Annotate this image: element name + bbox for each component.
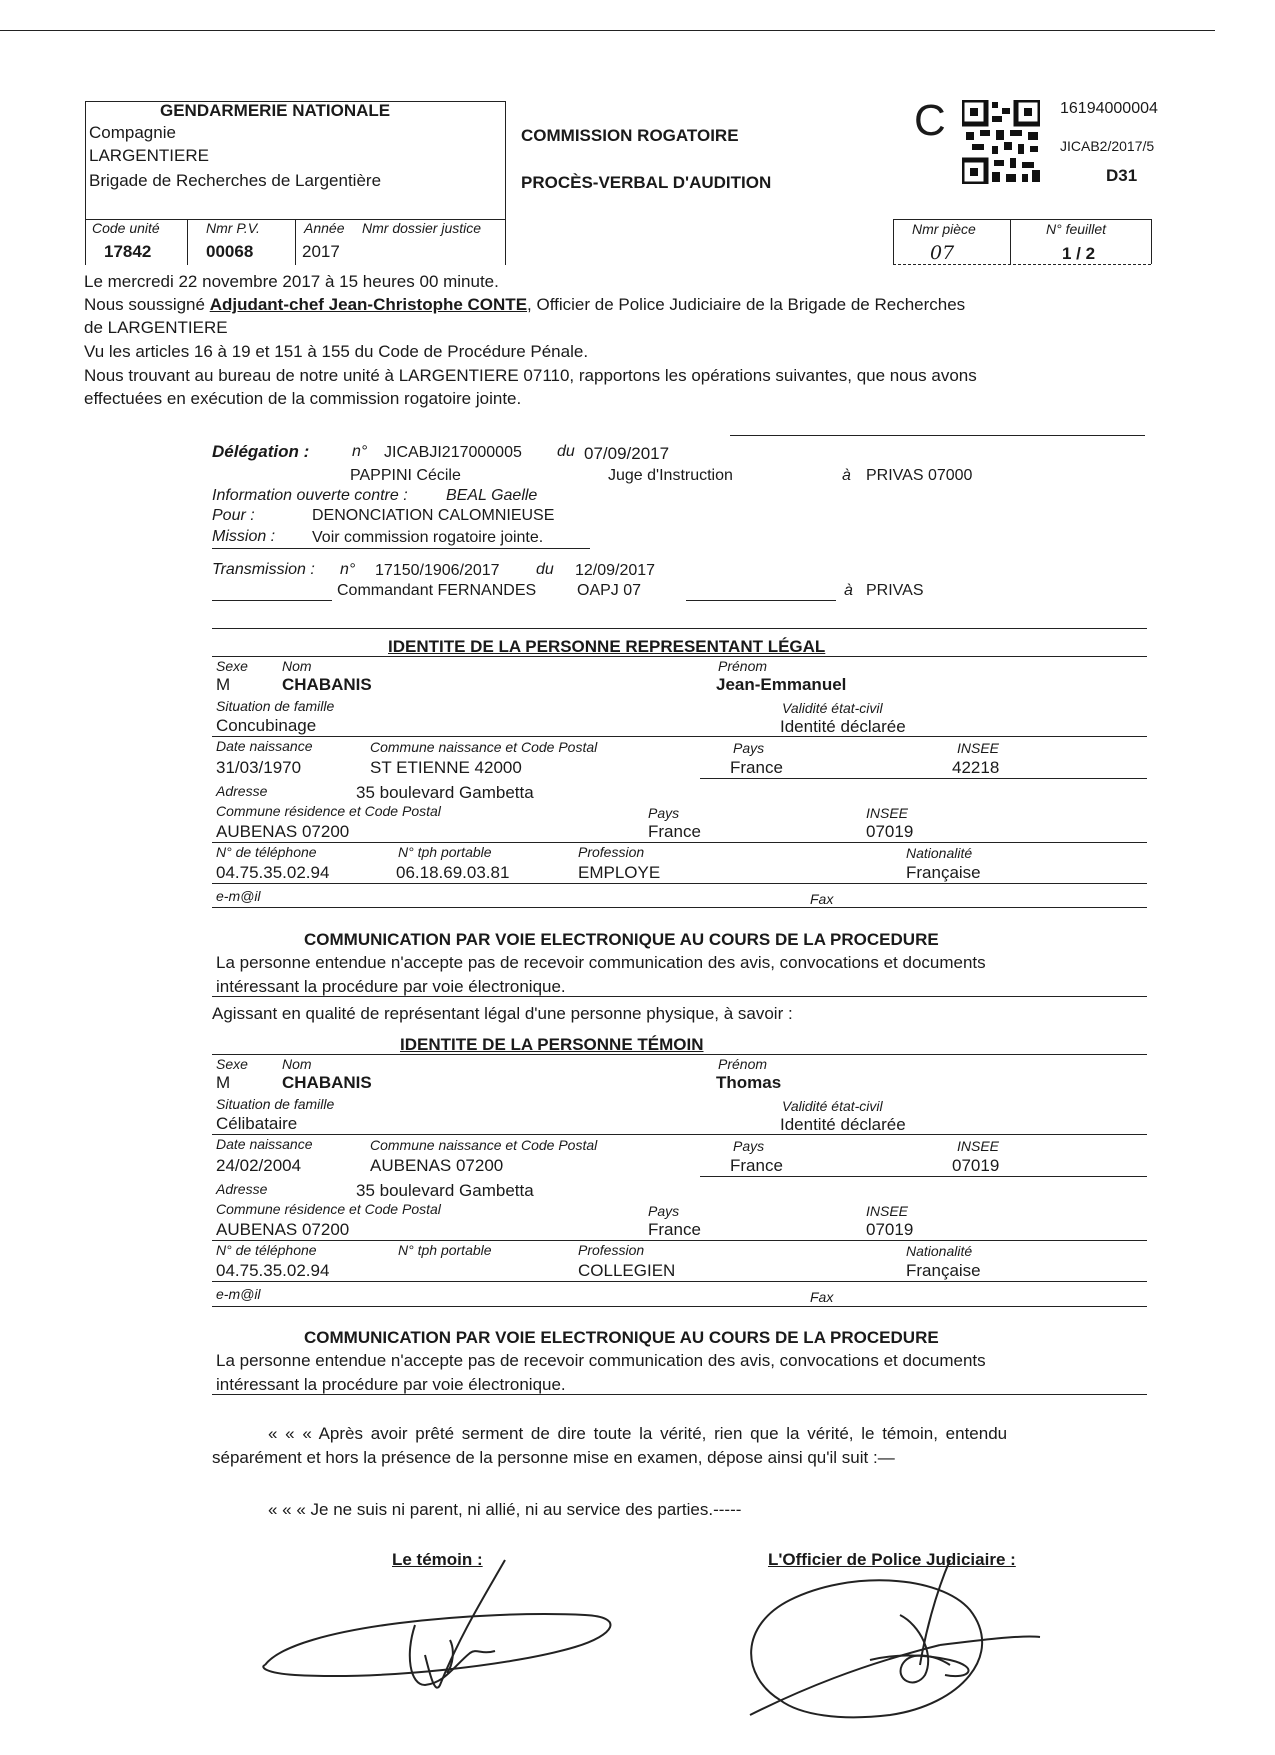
ids-sep-1 [187,219,188,265]
w-birthplace-label: Commune naissance et Code Postal [370,1137,598,1153]
lr-address: 35 boulevard Gambetta [356,783,534,802]
delegation-label: Délégation : [212,442,310,461]
w-nom-label: Nom [282,1056,312,1072]
nmr-pv-label: Nmr P.V. [206,220,260,236]
w-profession-label: Profession [578,1242,645,1258]
w-mobile-label: N° tph portable [398,1242,492,1258]
intro-execution: effectuées en exécution de la commission rogatoire jointe. [84,389,522,408]
info-label: Information ouverte contre : [212,487,408,504]
piece-number: 07 [930,242,955,264]
piece-box-top [893,219,1151,220]
lr-birthplace-label: Commune naissance et Code Postal [370,739,598,755]
w-birth-insee-label: INSEE [957,1138,1000,1154]
delegation-n-label: n° [352,443,368,460]
lr-prenom-label: Prénom [718,658,768,674]
w-rule-1 [212,1134,1147,1135]
header-box-left [85,101,86,265]
delegation-du-label: du [557,443,575,460]
witness-signature [255,1555,635,1705]
lr-prenom: Jean-Emmanuel [716,675,847,694]
lr-rule-2 [700,778,1147,779]
w-validite-label: Validité état-civil [782,1098,883,1114]
w-rule-4 [212,1281,1147,1282]
w-sexe-label: Sexe [216,1056,248,1072]
w-phone: 04.75.35.02.94 [216,1261,330,1280]
judge-a-label: à [842,467,851,484]
lr-birth-insee: 42218 [952,758,1000,777]
intro-officer-line [84,295,965,315]
lr-sexe: M [216,675,231,694]
w-address: 35 boulevard Gambetta [356,1181,534,1200]
lr-sexe-label: Sexe [216,658,248,674]
lr-res-country: France [648,822,701,841]
w-sexe: M [216,1073,231,1092]
legal-rep-rule-top [212,628,1147,629]
w-phone-label: N° de téléphone [216,1242,317,1258]
lr-email-label: e-m@il [216,888,261,904]
lr-residence-label: Commune résidence et Code Postal [216,803,441,819]
lr-birthdate-label: Date naissance [216,738,313,754]
lr-birth-country-label: Pays [733,740,765,756]
info-value: BEAL Gaelle [446,487,538,504]
qr-code-icon [962,100,1040,184]
annee-label: Année [304,220,345,236]
lr-mobile-label: N° tph portable [398,844,492,860]
judge-role: Juge d'Instruction [608,467,733,484]
lr-validite: Identité déclarée [780,717,906,736]
w-nationality-label: Nationalité [906,1243,973,1259]
w-rule-2 [700,1176,1147,1177]
header-box-right [505,101,506,265]
lr-birth-country: France [730,758,783,777]
comm2-title: COMMUNICATION PAR VOIE ELECTRONIQUE AU COURS DE LA PROCEDURE [304,1328,939,1347]
w-situation-label: Situation de famille [216,1096,335,1112]
officer-name: Adjudant-chef Jean-Christophe CONTE [209,295,528,314]
witness-signature-label: Le témoin : [392,1550,483,1569]
company-label: Compagnie [89,123,176,142]
lr-address-label: Adresse [216,783,268,799]
transmission-place: PRIVAS [866,582,924,599]
lr-nationality-label: Nationalité [906,845,973,861]
lr-phone: 04.75.35.02.94 [216,863,330,882]
code-unite-label: Code unité [92,220,160,236]
acting-as: Agissant en qualité de représentant légal d'une personne physique, à savoir : [212,1004,793,1023]
lr-situation-label: Situation de famille [216,698,335,714]
brigade-name: Brigade de Recherches de Largentière [89,171,382,190]
intro-articles: Vu les articles 16 à 19 et 151 à 155 du Code de Procédure Pénale. [84,342,589,361]
piece-box-mid [1010,219,1011,264]
w-res-insee: 07019 [866,1220,914,1239]
org-name: GENDARMERIE NATIONALE [160,101,391,120]
ref-code: JICAB2/2017/5 [1060,138,1155,154]
ref-number: 16194000004 [1060,100,1158,117]
lr-rule-5 [212,907,1147,908]
w-birth-country: France [730,1156,783,1175]
comm1-line1: La personne entendue n'accepte pas de recevoir communication des avis, convocations et documents [216,953,986,972]
intro-date: Le mercredi 22 novembre 2017 à 15 heures 00 minute. [84,272,499,291]
nmr-pv: 00068 [206,242,254,261]
w-birthdate: 24/02/2004 [216,1156,302,1175]
code-unite: 17842 [104,242,152,261]
lr-birthdate: 31/03/1970 [216,758,302,777]
piece-box-left [893,219,894,264]
piece-box-right [1151,219,1152,264]
comm1-title: COMMUNICATION PAR VOIE ELECTRONIQUE AU COURS DE LA PROCEDURE [304,930,939,949]
lr-birth-insee-label: INSEE [957,740,1000,756]
doc-type: COMMISSION ROGATOIRE [521,126,739,145]
ids-sep-2 [295,219,296,265]
mission-value: Voir commission rogatoire jointe. [312,529,544,546]
legal-rep-title: IDENTITE DE LA PERSONNE REPRESENTANT LÉGAL [388,637,826,656]
lr-profession: EMPLOYE [578,863,661,882]
pour-value: DENONCIATION CALOMNIEUSE [312,507,555,524]
lr-residence: AUBENAS 07200 [216,822,350,841]
legal-rep-title-rule [212,656,1147,657]
transmission-a-label: à [844,582,853,599]
transmission-n-label: n° [340,561,356,578]
transmission-n: 17150/1906/2017 [375,562,500,579]
w-res-country: France [648,1220,701,1239]
transmission-rule-1 [212,600,332,601]
w-res-insee-label: INSEE [866,1203,909,1219]
piece-label: Nmr pièce [912,221,976,237]
officer-signature [720,1555,1070,1725]
cote: D31 [1106,166,1138,185]
lr-birthplace: ST ETIENNE 42000 [370,758,522,777]
top-rule [0,30,1215,31]
qr-letter: C [914,96,946,145]
intro-location: Nous trouvant au bureau de notre unité à LARGENTIERE 07110, rapportons les opérations suivantes, que nous avons [84,366,977,385]
w-res-country-label: Pays [648,1203,680,1219]
lr-res-insee: 07019 [866,822,914,841]
lr-rule-4 [212,883,1147,884]
intro-unit: de LARGENTIERE [84,318,228,337]
doc-subtype: PROCÈS-VERBAL D'AUDITION [521,173,772,192]
lr-nom-label: Nom [282,658,312,674]
w-rule-3 [212,1240,1147,1241]
lr-validite-label: Validité état-civil [782,700,883,716]
w-address-label: Adresse [216,1181,268,1197]
transmission-unit: OAPJ 07 [577,582,642,599]
transmission-date: 12/09/2017 [575,562,656,579]
lr-profession-label: Profession [578,844,645,860]
comm1-rule [212,996,1147,997]
lr-res-country-label: Pays [648,805,680,821]
lr-res-insee-label: INSEE [866,805,909,821]
mission-underline [212,548,590,549]
comm2-line1: La personne entendue n'accepte pas de recevoir communication des avis, convocations et documents [216,1351,986,1370]
intro-role: , Officier de Police Judiciaire de la Brigade de Recherches [527,295,966,314]
dossier-label: Nmr dossier justice [362,220,482,236]
w-nationality: Française [906,1261,981,1280]
w-residence-label: Commune résidence et Code Postal [216,1201,441,1217]
w-nom: CHABANIS [282,1073,372,1092]
w-residence: AUBENAS 07200 [216,1220,350,1239]
company-name: LARGENTIERE [89,146,209,165]
oath-line3: « « « Je ne suis ni parent, ni allié, ni au service des parties.----- [268,1500,742,1519]
delegation-rule [730,435,1145,436]
lr-rule-3 [212,842,1147,843]
witness-title-rule [212,1054,1147,1055]
comm2-rule [212,1394,1147,1395]
transmission-rule-2 [686,600,836,601]
mission-label: Mission : [212,528,276,545]
w-email-label: e-m@il [216,1286,261,1302]
oath-line1: « « « Après avoir prêté serment de dire toute la vérité, rien que la vérité, le témoin, entendu [268,1424,1008,1443]
judge-place: PRIVAS 07000 [866,467,973,484]
lr-phone-label: N° de téléphone [216,844,317,860]
w-birth-insee: 07019 [952,1156,1000,1175]
w-fax-label: Fax [810,1289,834,1305]
witness-title: IDENTITE DE LA PERSONNE TÉMOIN [400,1035,704,1054]
lr-mobile: 06.18.69.03.81 [396,863,510,882]
lr-rule-1 [212,736,1147,737]
comm1-line2: intéressant la procédure par voie électronique. [216,977,566,996]
feuillet-label: N° feuillet [1046,221,1107,237]
delegation-date: 07/09/2017 [584,444,670,463]
lr-fax-label: Fax [810,891,834,907]
lr-nom: CHABANIS [282,675,372,694]
w-rule-5 [212,1306,1147,1307]
w-situation: Célibataire [216,1114,298,1133]
w-profession: COLLEGIEN [578,1261,676,1280]
pour-label: Pour : [212,507,255,524]
annee: 2017 [302,242,340,261]
oath-line2: séparément et hors la présence de la personne mise en examen, dépose ainsi qu'il suit :— [212,1448,895,1467]
transmission-du-label: du [536,561,554,578]
w-birth-country-label: Pays [733,1138,765,1154]
w-birthplace: AUBENAS 07200 [370,1156,504,1175]
w-validite: Identité déclarée [780,1115,906,1134]
w-birthdate-label: Date naissance [216,1136,313,1152]
feuillet-number: 1 / 2 [1062,244,1096,263]
w-prenom: Thomas [716,1073,782,1092]
lr-nationality: Française [906,863,981,882]
judge-name: PAPPINI Cécile [350,467,461,484]
w-prenom-label: Prénom [718,1056,768,1072]
piece-box-bottom [893,264,1151,265]
comm2-line2: intéressant la procédure par voie électronique. [216,1375,566,1394]
transmission-by: Commandant FERNANDES [337,582,537,599]
intro-we: Nous soussigné [84,295,210,314]
officer-signature-label: L'Officier de Police Judiciaire : [768,1550,1016,1569]
transmission-label: Transmission : [212,561,315,578]
delegation-n: JICABJI217000005 [384,444,522,461]
lr-situation: Concubinage [216,716,317,735]
